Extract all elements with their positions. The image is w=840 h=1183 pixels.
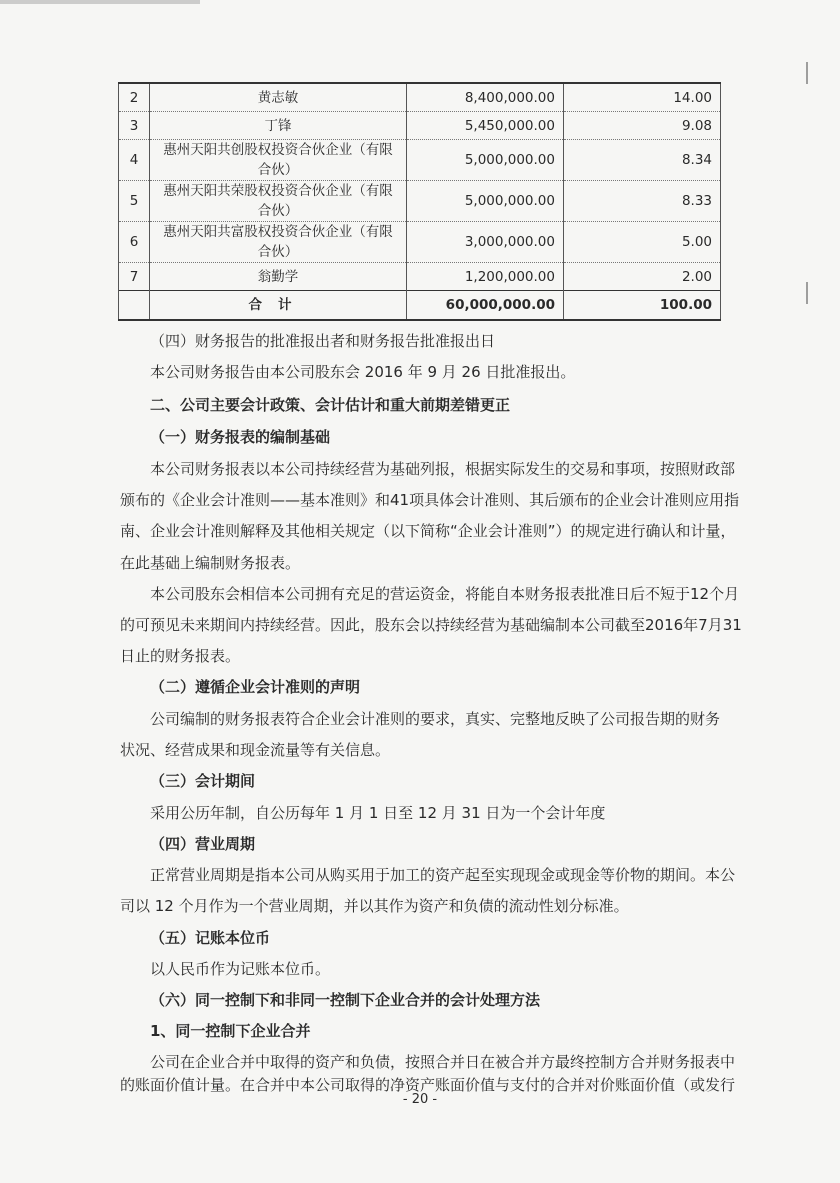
contribution-amount: 1,200,000.00	[407, 263, 564, 291]
row-number: 7	[119, 263, 150, 291]
contribution-amount: 8,400,000.00	[407, 83, 564, 112]
table-row	[119, 263, 721, 291]
contribution-amount: 5,000,000.00	[407, 140, 564, 181]
shareholder-name: 丁锋	[150, 112, 407, 140]
table-row	[119, 112, 721, 140]
holding-ratio: 8.34	[564, 140, 721, 181]
shareholder-name: 惠州天阳共创股权投资合伙企业（有限合伙）	[150, 140, 407, 181]
section-heading: （六）同一控制下和非同一控制下企业合并的会计处理方法	[150, 991, 541, 1009]
section-heading: （一）财务报表的编制基础	[150, 428, 331, 446]
paragraph-line: 本公司财务报表以本公司持续经营为基础列报，根据实际发生的交易和事项，按照财政部	[150, 460, 736, 478]
paragraph-line: 在此基础上编制财务报表。	[120, 554, 301, 572]
shareholder-table	[118, 82, 721, 321]
empty-cell	[119, 291, 150, 321]
table-row	[119, 181, 721, 222]
paragraph-line: 公司编制的财务报表符合企业会计准则的要求，真实、完整地反映了公司报告期的财务	[150, 710, 721, 728]
total-label: 合计	[150, 291, 407, 321]
section-heading: （四）财务报告的批准报出者和财务报告批准报出日	[150, 332, 496, 350]
row-number: 3	[119, 112, 150, 140]
paragraph-line: 状况、经营成果和现金流量等有关信息。	[120, 741, 391, 759]
shareholder-name: 黄志敏	[150, 83, 407, 112]
table-row	[119, 140, 721, 181]
paragraph-line: 正常营业周期是指本公司从购买用于加工的资产起至实现现金或现金等价物的期间。本公	[150, 866, 736, 884]
header-rule	[0, 0, 200, 4]
paragraph-line: 的可预见未来期间内持续经营。因此，股东会以持续经营为基础编制本公司截至2016年7月31	[120, 616, 742, 634]
scan-edge-mark	[806, 62, 808, 84]
section-heading: （二）遵循企业会计准则的声明	[150, 678, 361, 696]
subsection-heading: 1、同一控制下企业合并	[150, 1022, 311, 1040]
holding-ratio: 2.00	[564, 263, 721, 291]
part-heading: 二、公司主要会计政策、会计估计和重大前期差错更正	[150, 396, 511, 414]
contribution-amount: 5,450,000.00	[407, 112, 564, 140]
paragraph-line: 采用公历年制，自公历每年 1 月 1 日至 12 月 31 日为一个会计年度	[150, 804, 606, 822]
paragraph-line: 公司在企业合并中取得的资产和负债，按照合并日在被合并方最终控制方合并财务报表中	[150, 1053, 736, 1071]
page-number: - 20 -	[402, 1092, 438, 1107]
section-heading: （四）营业周期	[150, 835, 256, 853]
table-total-row	[119, 291, 721, 321]
holding-ratio: 14.00	[564, 83, 721, 112]
scan-edge-mark	[806, 282, 808, 304]
section-heading: （三）会计期间	[150, 772, 256, 790]
holding-ratio: 9.08	[564, 112, 721, 140]
paragraph-line: 以人民币作为记账本位币。	[150, 960, 331, 978]
row-number: 5	[119, 181, 150, 222]
holding-ratio: 5.00	[564, 222, 721, 263]
shareholder-name: 惠州天阳共富股权投资合伙企业（有限合伙）	[150, 222, 407, 263]
contribution-amount: 3,000,000.00	[407, 222, 564, 263]
paragraph-line: 的账面价值计量。在合并中本公司取得的净资产账面价值与支付的合并对价账面价值（或发行	[120, 1076, 736, 1094]
paragraph-line: 颁布的《企业会计准则——基本准则》和41项具体会计准则、其后颁布的企业会计准则应用指	[120, 491, 740, 509]
paragraph-line: 本公司股东会相信本公司拥有充足的营运资金，将能自本财务报表批准日后不短于12个月	[150, 585, 740, 603]
row-number: 2	[119, 83, 150, 112]
shareholder-name: 翁勤学	[150, 263, 407, 291]
table-row	[119, 83, 721, 112]
section-heading: （五）记账本位币	[150, 929, 271, 947]
total-ratio: 100.00	[564, 291, 721, 321]
paragraph-line: 南、企业会计准则解释及其他相关规定（以下简称“企业会计准则”）的规定进行确认和计量，	[120, 522, 736, 540]
total-amount: 60,000,000.00	[407, 291, 564, 321]
paragraph-line: 日止的财务报表。	[120, 647, 241, 665]
holding-ratio: 8.33	[564, 181, 721, 222]
paragraph-line: 本公司财务报告由本公司股东会 2016 年 9 月 26 日批准报出。	[150, 363, 576, 381]
shareholder-name: 惠州天阳共荣股权投资合伙企业（有限合伙）	[150, 181, 407, 222]
paragraph-line: 司以 12 个月作为一个营业周期，并以其作为资产和负债的流动性划分标准。	[120, 897, 629, 915]
table-row	[119, 222, 721, 263]
row-number: 6	[119, 222, 150, 263]
row-number: 4	[119, 140, 150, 181]
contribution-amount: 5,000,000.00	[407, 181, 564, 222]
